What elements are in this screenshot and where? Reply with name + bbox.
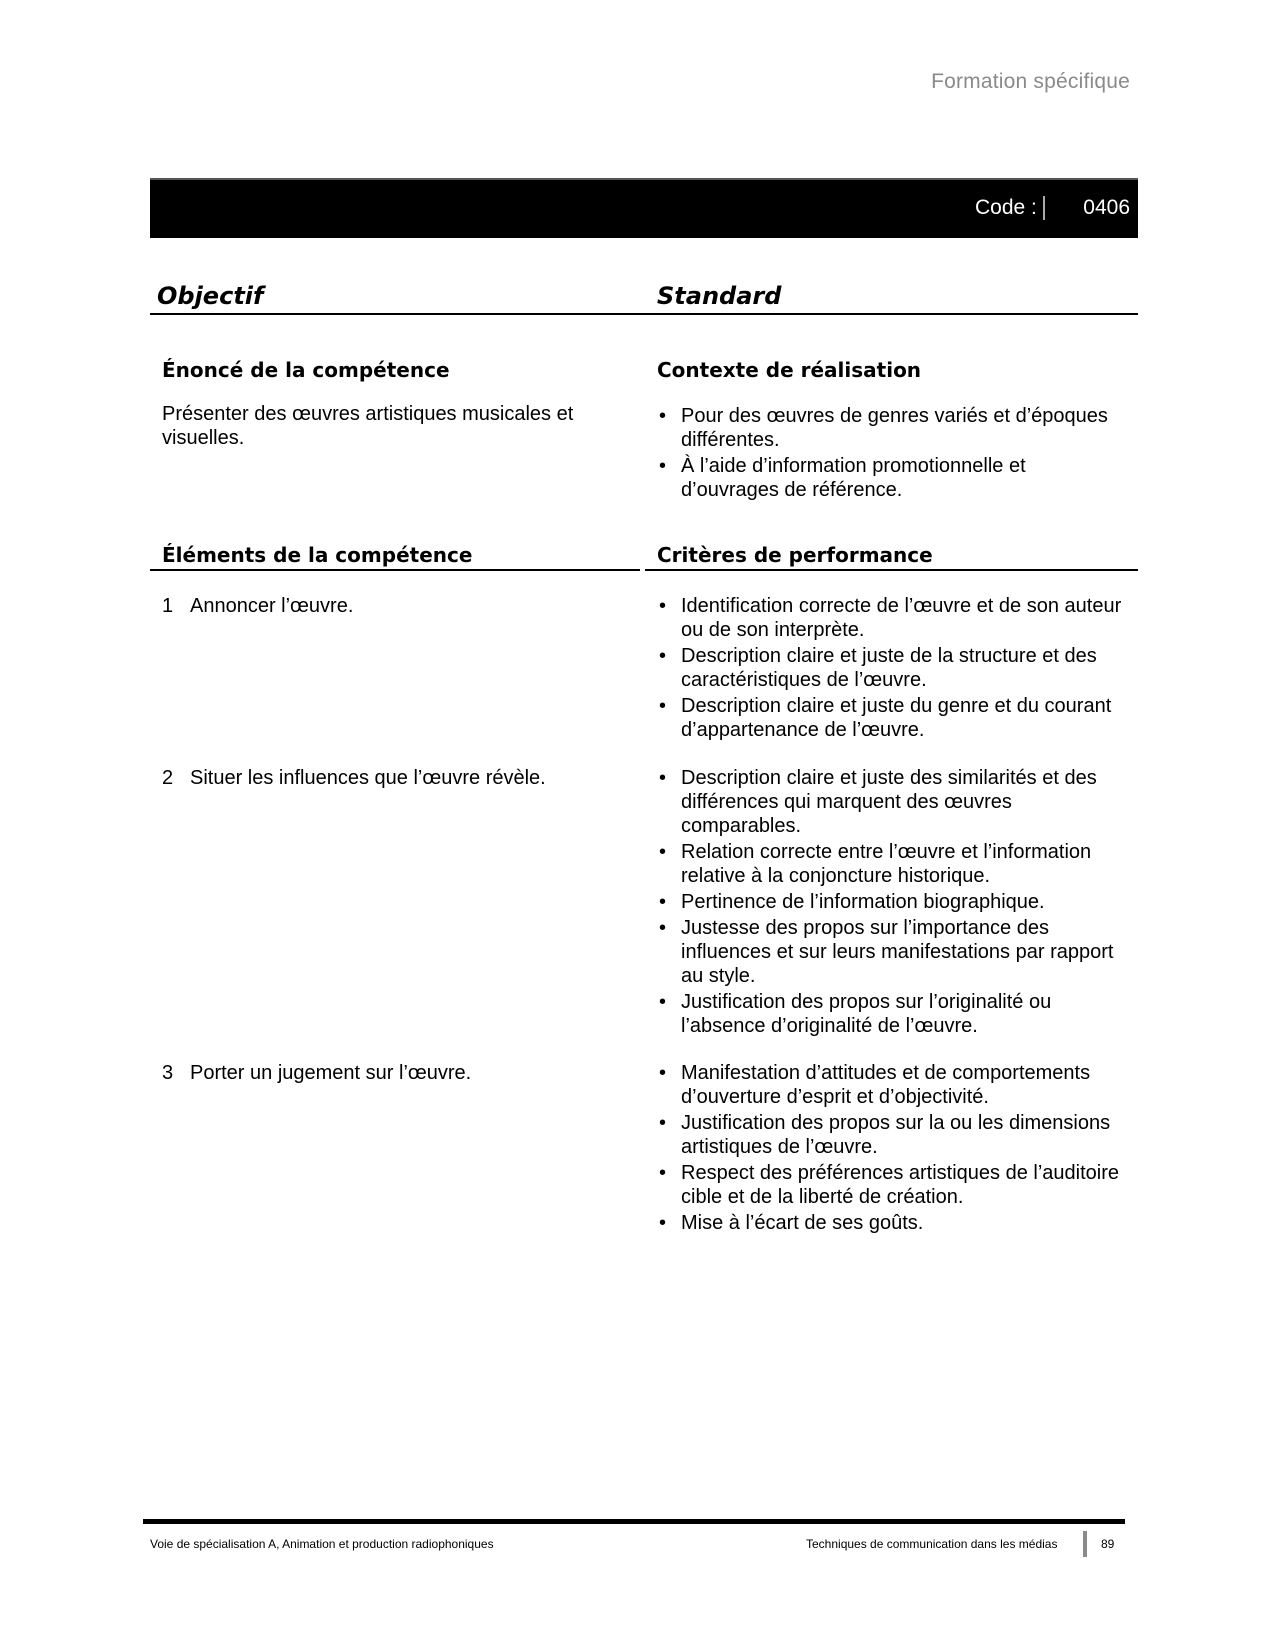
list-item: • Mise à l’écart de ses goûts. [657, 1211, 1127, 1235]
element-number: 2 [162, 767, 174, 789]
list-item: • Justesse des propos sur l’importance des influences et sur leurs manifestations par rapport au style. [657, 916, 1127, 988]
code-value: 0406 [1083, 196, 1130, 219]
list-item: • À l’aide d’information promotionnelle et d’ouvrages de référence. [657, 454, 1127, 502]
list-item: • Relation correcte entre l’œuvre et l’information relative à la conjoncture historique. [657, 840, 1127, 888]
contexte-list [657, 404, 1127, 504]
column-heading-objectif: Objectif [157, 282, 264, 310]
column-heading-standard: Standard [657, 282, 782, 310]
footer-left: Voie de spécialisation A, Animation et production radiophoniques [150, 1537, 494, 1551]
element-2 [162, 766, 546, 790]
element-1 [162, 594, 353, 618]
element-text: Annoncer l’œuvre. [190, 595, 354, 617]
footer-rule [143, 1519, 1125, 1524]
list-item: • Pour des œuvres de genres variés et d’époques différentes. [657, 404, 1127, 452]
code-separator [1043, 196, 1045, 220]
running-head: Formation spécifique [931, 70, 1130, 93]
enonce-text: Présenter des œuvres artistiques musicales et visuelles. [162, 403, 574, 449]
contexte-heading: Contexte de réalisation [657, 358, 922, 382]
criteres-heading: Critères de performance [657, 543, 933, 567]
page-number: 89 [1101, 1537, 1115, 1551]
list-item: • Justification des propos sur l’originalité ou l’absence d’originalité de l’œuvre. [657, 990, 1127, 1038]
list-item: • Justification des propos sur la ou les dimensions artistiques de l’œuvre. [657, 1111, 1127, 1159]
element-text: Porter un jugement sur l’œuvre. [190, 1062, 472, 1084]
list-item: • Manifestation d’attitudes et de comportements d’ouverture d’esprit et d’objectivité. [657, 1061, 1127, 1109]
criteria-list-1 [657, 594, 1127, 744]
list-item: • Description claire et juste du genre et du courant d’appartenance de l’œuvre. [657, 694, 1127, 742]
elements-rule [150, 569, 640, 571]
list-item: • Description claire et juste des similarités et des différences qui marquent des œuvres comparables. [657, 766, 1127, 838]
criteres-rule [645, 569, 1138, 571]
criteria-list-2 [657, 766, 1127, 1040]
list-item: • Identification correcte de l’œuvre et de son auteur ou de son interprète. [657, 594, 1127, 642]
element-number: 3 [162, 1062, 174, 1084]
list-item: • Respect des préférences artistiques de l’auditoire cible et de la liberté de création. [657, 1161, 1127, 1209]
code-bar [150, 178, 1138, 238]
enonce-heading: Énoncé de la compétence [162, 358, 450, 382]
criteria-list-3 [657, 1061, 1127, 1237]
element-text: Situer les influences que l’œuvre révèle. [190, 767, 546, 789]
element-number: 1 [162, 595, 174, 617]
list-item: • Description claire et juste de la structure et des caractéristiques de l’œuvre. [657, 644, 1127, 692]
footer-right: Techniques de communication dans les médias [806, 1537, 1058, 1551]
elements-heading: Éléments de la compétence [162, 543, 473, 567]
code-label: Code : [975, 196, 1037, 219]
list-item: • Pertinence de l’information biographique. [657, 890, 1127, 914]
heading-rule [150, 313, 1138, 315]
element-3 [162, 1061, 471, 1085]
footer-separator [1083, 1531, 1087, 1557]
